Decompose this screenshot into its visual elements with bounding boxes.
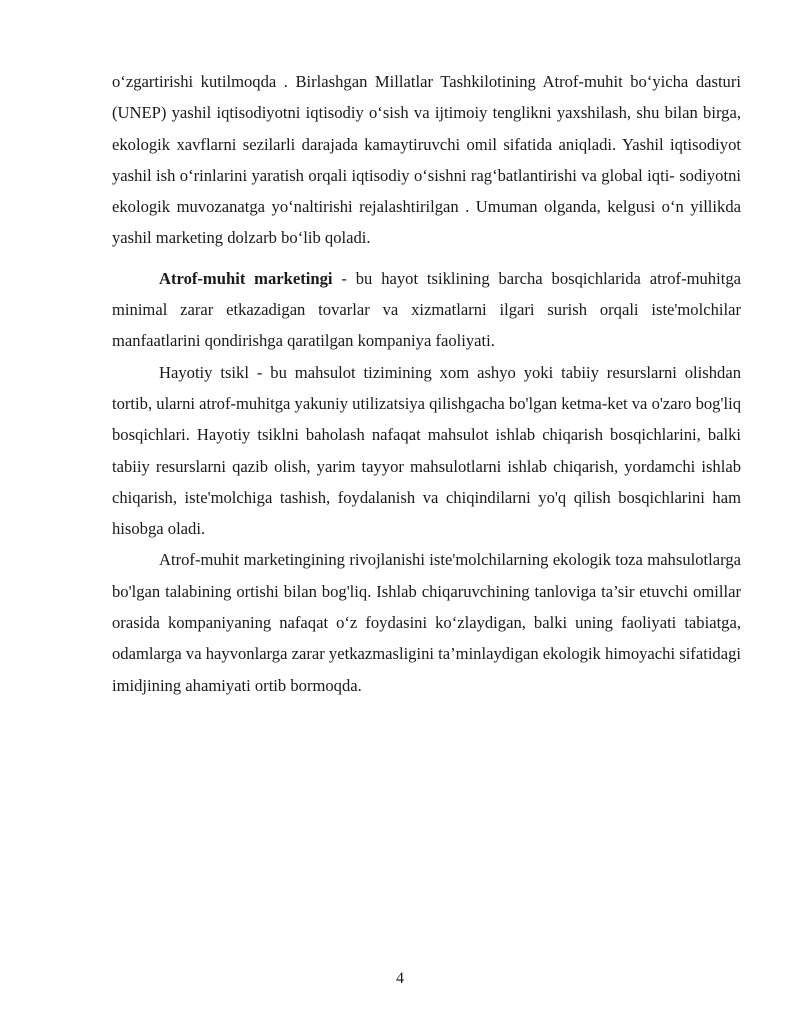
- paragraph-marketing-development: Atrof-muhit marketingining rivojlanishi iste'molchilarning ekologik toza mahsulotlarga bo'lgan talabining ortishi bilan bog'liq. Ishlab chiqaruvchining tanloviga ta’sir etuvchi omillar orasida kompaniyaning nafaqat o‘z foydasini ko‘zlaydigan, balki uning faoliyati tabiatga, odamlarga va hayvonlarga zarar yetkazmasligini ta’minlaydigan ekologik himoyachi sifatidagi imidjining ahamiyati ortib bormoqda.: [112, 550, 741, 695]
- paragraph-life-cycle: Hayotiy tsikl - bu mahsulot tizimining xom ashyo yoki tabiiy resurslarni olishdan tortib, ularni atrof-muhitga yakuniy utilizatsiya qilishgacha bo'lgan ketma-ket va o'zaro bog'liq bosqichlari. Hayotiy tsiklni baholash nafaqat mahsulot ishlab chiqarish bosqichlarini, balki tabiiy resurslarni qazib olish, yarim tayyor mahsulotlarni ishlab chiqarish, yordamchi ishlab chiqarish, iste'molchiga tashish, foydalanish va chiqindilarni yo'q qilish bosqichlarini ham hisobga oladi.: [112, 362, 741, 539]
- document-page: [112, 66, 741, 701]
- paragraph-green-economy: o‘zgartirishi kutilmoqda . Birlashgan Millatlar Tashkilotining Atrof-muhit bo‘yicha dasturi (UNEP) yashil iqtisodiyotni iqtisodiy o‘sish va ijtimoiy tenglikni yaxshilash, shu bilan birga, ekologik xavflarni sezilarli darajada kamaytiruvchi omil sifatida aniqladi. Yashil iqtisodiyot yashil ish o‘rinlarini yaratish orqali iqtisodiy o‘sishni rag‘batlantirishi va global iqti- sodiyotni ekologik muvozanatga yo‘naltirishi rejalashtirilgan . Umuman olganda, kelgusi o‘n yillikda yashil marketing dolzarb bo‘lib qoladi.: [112, 72, 741, 248]
- page-number: 4: [396, 970, 404, 987]
- defined-term: Atrof-muhit marketingi: [159, 268, 333, 288]
- paragraph-environmental-marketing-definition: [112, 263, 741, 357]
- definition-text: - bu hayot tsiklining barcha bosqichlarida atrof-muhitga minimal zarar etkazadigan tovarlar va xizmatlarni ilgari surish orqali iste'molchilar manfaatlarini qondirishga qaratilgan kompaniya faoliyati.: [112, 268, 741, 351]
